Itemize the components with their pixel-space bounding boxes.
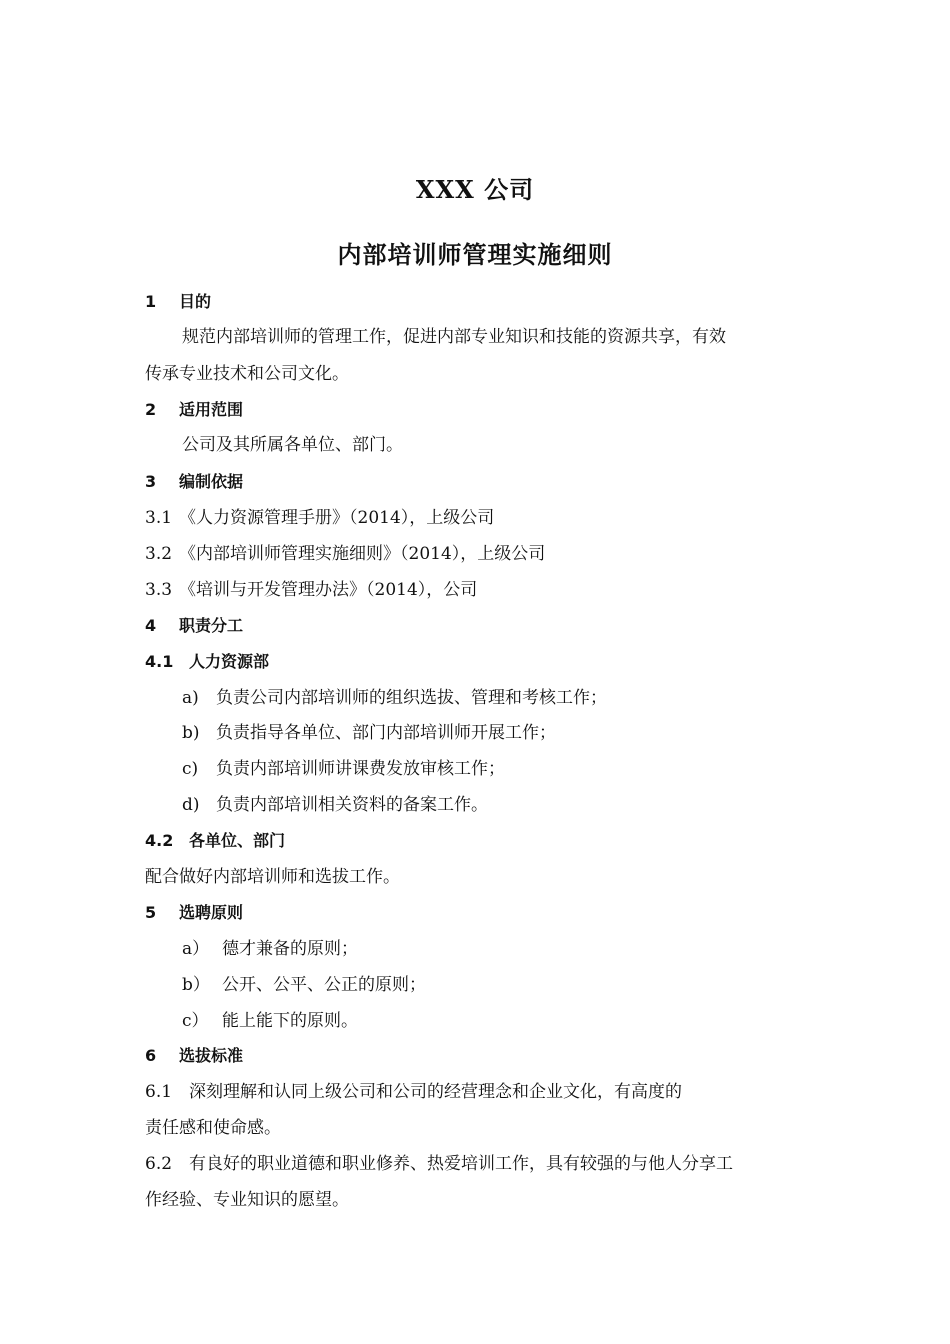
subsection-number: 4.1: [145, 652, 174, 671]
reference-item: [145, 579, 477, 601]
section-3-heading: [145, 471, 243, 493]
section-4-heading: [145, 615, 243, 637]
section-number: 4: [145, 616, 157, 635]
item-text: 负责内部培训师讲课费发放审核工作；: [216, 759, 505, 779]
criteria-6-1-line-2: 责任感和使命感。: [145, 1118, 281, 1138]
list-item: [182, 938, 358, 960]
section-title: 选聘原则: [179, 903, 244, 922]
item-text: 公开、公平、公正的原则；: [222, 975, 426, 995]
section-5-heading: [145, 902, 243, 924]
list-item: [182, 794, 488, 816]
section-4-2-body: 配合做好内部培训师和选拔工作。: [145, 867, 400, 887]
section-6-heading: [145, 1045, 243, 1067]
section-title: 目的: [179, 292, 212, 311]
reference-item: [145, 543, 545, 565]
section-number: 5: [145, 903, 157, 922]
section-1-body-line-2: 传承专业技术和公司文化。: [145, 364, 349, 384]
criteria-6-2-line-1: [145, 1153, 733, 1175]
item-number: 3.3: [145, 580, 173, 600]
item-text: 深刻理解和认同上级公司和公司的经营理念和企业文化，有高度的: [189, 1082, 682, 1102]
section-4-2-heading: [145, 830, 285, 852]
item-marker: b）: [182, 975, 210, 995]
section-title: 编制依据: [179, 472, 244, 491]
item-text: 负责内部培训相关资料的备案工作。: [216, 795, 488, 815]
section-2-body: 公司及其所属各单位、部门。: [182, 435, 403, 455]
item-marker: c): [182, 759, 199, 779]
section-1-body-line-1: 规范内部培训师的管理工作，促进内部专业知识和技能的资源共享，有效: [182, 327, 726, 347]
reference-item: [145, 507, 494, 529]
item-text: 德才兼备的原则；: [222, 939, 358, 959]
section-number: 3: [145, 472, 157, 491]
item-number: 3.1: [145, 508, 173, 528]
list-item: [182, 1010, 358, 1032]
item-number: 3.2: [145, 544, 173, 564]
subsection-title: 各单位、部门: [189, 831, 286, 850]
subsection-number: 4.2: [145, 831, 174, 850]
list-item: [182, 758, 505, 780]
item-text: 有良好的职业道德和职业修养、热爱培训工作，具有较强的与他人分享工: [189, 1154, 733, 1174]
item-marker: a): [182, 688, 199, 708]
list-item: [182, 974, 426, 996]
item-text: 《培训与开发管理办法》（2014），公司: [179, 580, 478, 600]
item-text: 能上能下的原则。: [222, 1011, 358, 1031]
item-number: 6.1: [145, 1082, 173, 1102]
section-number: 1: [145, 292, 157, 311]
item-marker: c）: [182, 1011, 209, 1031]
section-4-1-heading: [145, 651, 269, 673]
section-title: 选拔标准: [179, 1046, 244, 1065]
criteria-6-1-line-1: [145, 1081, 682, 1103]
item-number: 6.2: [145, 1154, 173, 1174]
section-1-heading: [145, 291, 211, 313]
section-title: 适用范围: [179, 400, 244, 419]
section-number: 2: [145, 400, 157, 419]
list-item: [182, 687, 607, 709]
item-text: 负责公司内部培训师的组织选拔、管理和考核工作；: [216, 688, 607, 708]
subsection-title: 人力资源部: [189, 652, 270, 671]
item-marker: d): [182, 795, 200, 815]
item-marker: a）: [182, 939, 210, 959]
section-number: 6: [145, 1046, 157, 1065]
company-title: XXX 公司: [415, 175, 535, 204]
item-text: 《人力资源管理手册》（2014），上级公司: [179, 508, 495, 528]
item-text: 负责指导各单位、部门内部培训师开展工作；: [216, 723, 556, 743]
item-marker: b): [182, 723, 200, 743]
section-title: 职责分工: [179, 616, 244, 635]
list-item: [182, 722, 556, 744]
item-text: 《内部培训师管理实施细则》（2014），上级公司: [179, 544, 546, 564]
criteria-6-2-line-2: 作经验、专业知识的愿望。: [145, 1190, 349, 1210]
document-title: 内部培训师管理实施细则: [337, 240, 613, 269]
section-2-heading: [145, 399, 243, 421]
